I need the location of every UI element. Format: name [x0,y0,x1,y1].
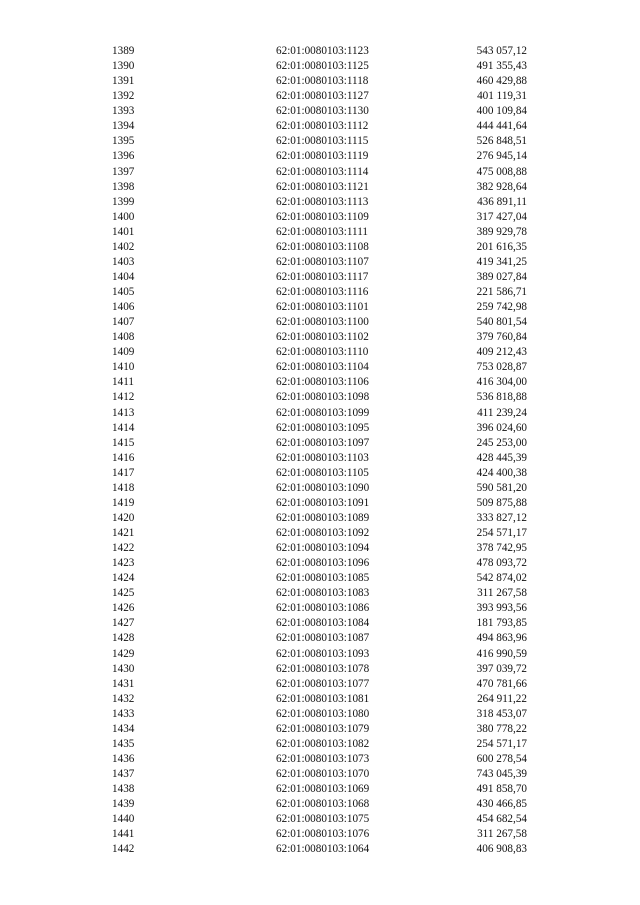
table-row [0,315,640,330]
cadastral-value: 430 466,85 [476,798,527,811]
table-row [0,390,640,405]
table-row [0,526,640,541]
table-row [0,797,640,812]
table-row [0,827,640,842]
row-number: 1418 [112,481,135,494]
cadastral-number: 62:01:0080103:1096 [276,557,370,570]
cadastral-value: 201 616,35 [476,240,527,253]
cadastral-value: 460 429,88 [476,75,527,88]
cadastral-value: 424 400,38 [476,466,527,479]
cadastral-number: 62:01:0080103:1073 [276,752,370,765]
cadastral-number: 62:01:0080103:1095 [276,421,370,434]
row-number: 1425 [112,587,135,600]
cadastral-number: 62:01:0080103:1127 [276,90,369,103]
row-number: 1439 [112,798,135,811]
row-number: 1442 [112,843,135,856]
cadastral-number: 62:01:0080103:1105 [276,466,369,479]
cadastral-value: 333 827,12 [476,511,527,524]
row-number: 1409 [112,346,135,359]
row-number: 1436 [112,752,135,765]
table-row [0,662,640,677]
row-number: 1440 [112,813,135,826]
cadastral-value: 254 571,17 [476,737,527,750]
cadastral-value: 379 760,84 [476,331,527,344]
row-number: 1401 [112,225,135,238]
row-number: 1407 [112,316,135,329]
cadastral-number: 62:01:0080103:1104 [276,361,369,374]
table-row [0,511,640,526]
row-number: 1411 [112,376,134,389]
cadastral-value: 436 891,11 [477,195,527,208]
cadastral-number: 62:01:0080103:1082 [276,737,370,750]
row-number: 1399 [112,195,135,208]
cadastral-value: 542 874,02 [476,572,527,585]
table-row [0,466,640,481]
cadastral-value: 444 441,64 [476,120,527,133]
cadastral-value: 380 778,22 [476,722,527,735]
cadastral-value: 478 093,72 [476,557,527,570]
cadastral-value: 590 581,20 [476,481,527,494]
table-row [0,406,640,421]
table-row [0,165,640,180]
cadastral-number: 62:01:0080103:1093 [276,647,370,660]
row-number: 1415 [112,436,135,449]
row-number: 1391 [112,75,135,88]
row-number: 1413 [112,406,135,419]
row-number: 1405 [112,286,135,298]
table-row [0,767,640,782]
table-row [0,300,640,315]
cadastral-value: 419 341,25 [476,255,527,268]
table-row [0,44,640,59]
cadastral-number: 62:01:0080103:1077 [276,677,370,690]
cadastral-value: 411 239,24 [477,406,527,419]
table-row [0,375,640,390]
table-row [0,330,640,345]
cadastral-number: 62:01:0080103:1111 [276,225,368,238]
cadastral-number: 62:01:0080103:1123 [276,45,369,57]
table-row [0,451,640,466]
row-number: 1400 [112,210,135,223]
cadastral-value: 400 109,84 [476,105,527,118]
cadastral-number: 62:01:0080103:1091 [276,496,370,509]
table-row [0,225,640,240]
cadastral-number: 62:01:0080103:1068 [276,798,370,811]
table-row [0,119,640,134]
row-number: 1416 [112,451,135,464]
cadastral-value: 491 355,43 [476,60,527,73]
table-row [0,240,640,255]
row-number: 1414 [112,421,135,434]
row-number: 1421 [112,527,135,539]
table-row [0,556,640,571]
cadastral-value: 389 929,78 [476,225,527,238]
row-number: 1389 [112,45,135,57]
table-row [0,571,640,586]
table-row [0,345,640,360]
table-row [0,692,640,707]
cadastral-number: 62:01:0080103:1064 [276,843,370,856]
table-row [0,752,640,767]
cadastral-value: 743 045,39 [476,768,527,780]
row-number: 1408 [112,331,135,344]
row-number: 1430 [112,662,135,675]
cadastral-value: 526 848,51 [476,135,527,148]
cadastral-value: 397 039,72 [476,662,527,675]
cadastral-value: 318 453,07 [476,707,527,720]
cadastral-number: 62:01:0080103:1100 [276,316,369,329]
cadastral-value: 536 818,88 [476,391,527,404]
row-number: 1427 [112,617,135,630]
cadastral-number: 62:01:0080103:1114 [276,165,369,178]
cadastral-value: 311 267,58 [477,587,527,600]
table-row [0,210,640,225]
table-row [0,285,640,300]
cadastral-value: 221 586,71 [476,286,527,298]
row-number: 1422 [112,542,135,555]
table-row [0,104,640,119]
cadastral-number: 62:01:0080103:1113 [276,195,369,208]
row-number: 1397 [112,165,135,178]
cadastral-value: 259 742,98 [476,301,527,314]
table-row [0,180,640,195]
row-number: 1390 [112,60,135,73]
cadastral-value: 406 908,83 [476,843,527,856]
cadastral-value: 264 911,22 [477,692,527,705]
table-row [0,496,640,511]
cadastral-value: 378 742,95 [476,542,527,555]
cadastral-number: 62:01:0080103:1085 [276,572,370,585]
row-number: 1393 [112,105,135,118]
table-row [0,677,640,692]
cadastral-value: 600 278,54 [476,752,527,765]
row-number: 1428 [112,632,135,645]
cadastral-value: 401 119,31 [477,90,527,103]
table-row [0,481,640,496]
cadastral-number: 62:01:0080103:1109 [276,210,369,223]
cadastral-value: 416 990,59 [476,647,527,660]
table-row [0,707,640,722]
cadastral-number: 62:01:0080103:1130 [276,105,369,118]
row-number: 1398 [112,180,135,193]
cadastral-number: 62:01:0080103:1125 [276,60,369,73]
row-number: 1432 [112,692,135,705]
cadastral-value: 428 445,39 [476,451,527,464]
cadastral-number: 62:01:0080103:1089 [276,511,370,524]
cadastral-value: 509 875,88 [476,496,527,509]
cadastral-number: 62:01:0080103:1107 [276,255,369,268]
cadastral-number: 62:01:0080103:1106 [276,376,369,389]
table-row [0,631,640,646]
cadastral-value-table [0,44,640,857]
cadastral-value: 491 858,70 [476,783,527,796]
cadastral-number: 62:01:0080103:1097 [276,436,370,449]
row-number: 1403 [112,255,135,268]
cadastral-value: 245 253,00 [476,436,527,449]
cadastral-value: 317 427,04 [476,210,527,223]
cadastral-value: 181 793,85 [476,617,527,630]
table-row [0,812,640,827]
table-row [0,134,640,149]
table-row [0,586,640,601]
cadastral-number: 62:01:0080103:1075 [276,813,370,826]
cadastral-value: 409 212,43 [476,346,527,359]
cadastral-number: 62:01:0080103:1069 [276,783,370,796]
cadastral-value: 494 863,96 [476,632,527,645]
cadastral-number: 62:01:0080103:1112 [276,120,369,133]
table-row [0,842,640,857]
table-row [0,737,640,752]
row-number: 1433 [112,707,135,720]
cadastral-value: 540 801,54 [476,316,527,329]
cadastral-number: 62:01:0080103:1121 [276,180,369,193]
cadastral-value: 276 945,14 [476,150,527,163]
row-number: 1420 [112,511,135,524]
cadastral-number: 62:01:0080103:1099 [276,406,370,419]
table-row [0,195,640,210]
row-number: 1395 [112,135,135,148]
row-number: 1394 [112,120,135,133]
cadastral-value: 311 267,58 [477,828,527,841]
row-number: 1435 [112,737,135,750]
cadastral-number: 62:01:0080103:1078 [276,662,370,675]
table-row [0,782,640,797]
cadastral-number: 62:01:0080103:1103 [276,451,369,464]
table-row [0,616,640,631]
row-number: 1429 [112,647,135,660]
table-row [0,436,640,451]
row-number: 1424 [112,572,135,585]
cadastral-number: 62:01:0080103:1102 [276,331,369,344]
cadastral-number: 62:01:0080103:1083 [276,587,370,600]
cadastral-value: 753 028,87 [476,361,527,374]
cadastral-number: 62:01:0080103:1092 [276,527,370,539]
cadastral-number: 62:01:0080103:1117 [276,270,369,283]
table-row [0,255,640,270]
cadastral-number: 62:01:0080103:1084 [276,617,370,630]
cadastral-value: 389 027,84 [476,270,527,283]
row-number: 1396 [112,150,135,163]
cadastral-number: 62:01:0080103:1081 [276,692,370,705]
cadastral-value: 393 993,56 [476,602,527,615]
cadastral-number: 62:01:0080103:1079 [276,722,370,735]
cadastral-value: 396 024,60 [476,421,527,434]
cadastral-number: 62:01:0080103:1115 [276,135,369,148]
cadastral-number: 62:01:0080103:1116 [276,286,369,298]
cadastral-number: 62:01:0080103:1080 [276,707,370,720]
cadastral-value: 475 008,88 [476,165,527,178]
table-row [0,270,640,285]
cadastral-number: 62:01:0080103:1090 [276,481,370,494]
row-number: 1417 [112,466,135,479]
row-number: 1404 [112,270,135,283]
cadastral-number: 62:01:0080103:1110 [276,346,369,359]
table-row [0,74,640,89]
cadastral-number: 62:01:0080103:1070 [276,768,370,780]
cadastral-number: 62:01:0080103:1108 [276,240,369,253]
row-number: 1402 [112,240,135,253]
table-row [0,360,640,375]
row-number: 1419 [112,496,135,509]
row-number: 1412 [112,391,135,404]
cadastral-value: 382 928,64 [476,180,527,193]
cadastral-number: 62:01:0080103:1098 [276,391,370,404]
cadastral-number: 62:01:0080103:1087 [276,632,370,645]
cadastral-number: 62:01:0080103:1119 [276,150,369,163]
row-number: 1437 [112,768,135,780]
table-row [0,149,640,164]
table-row [0,647,640,662]
row-number: 1441 [112,828,135,841]
cadastral-value: 470 781,66 [476,677,527,690]
table-row [0,59,640,74]
cadastral-number: 62:01:0080103:1086 [276,602,370,615]
cadastral-number: 62:01:0080103:1076 [276,828,370,841]
row-number: 1438 [112,783,135,796]
cadastral-value: 454 682,54 [476,813,527,826]
cadastral-value: 254 571,17 [476,527,527,539]
table-row [0,89,640,104]
table-row [0,541,640,556]
table-row [0,601,640,616]
cadastral-number: 62:01:0080103:1118 [276,75,369,88]
cadastral-number: 62:01:0080103:1101 [276,301,369,314]
row-number: 1392 [112,90,135,103]
row-number: 1406 [112,301,135,314]
table-row [0,421,640,436]
row-number: 1434 [112,722,135,735]
row-number: 1410 [112,361,135,374]
cadastral-value: 543 057,12 [476,45,527,57]
cadastral-number: 62:01:0080103:1094 [276,542,370,555]
row-number: 1423 [112,557,135,570]
row-number: 1431 [112,677,135,690]
row-number: 1426 [112,602,135,615]
table-row [0,722,640,737]
cadastral-value: 416 304,00 [476,376,527,389]
